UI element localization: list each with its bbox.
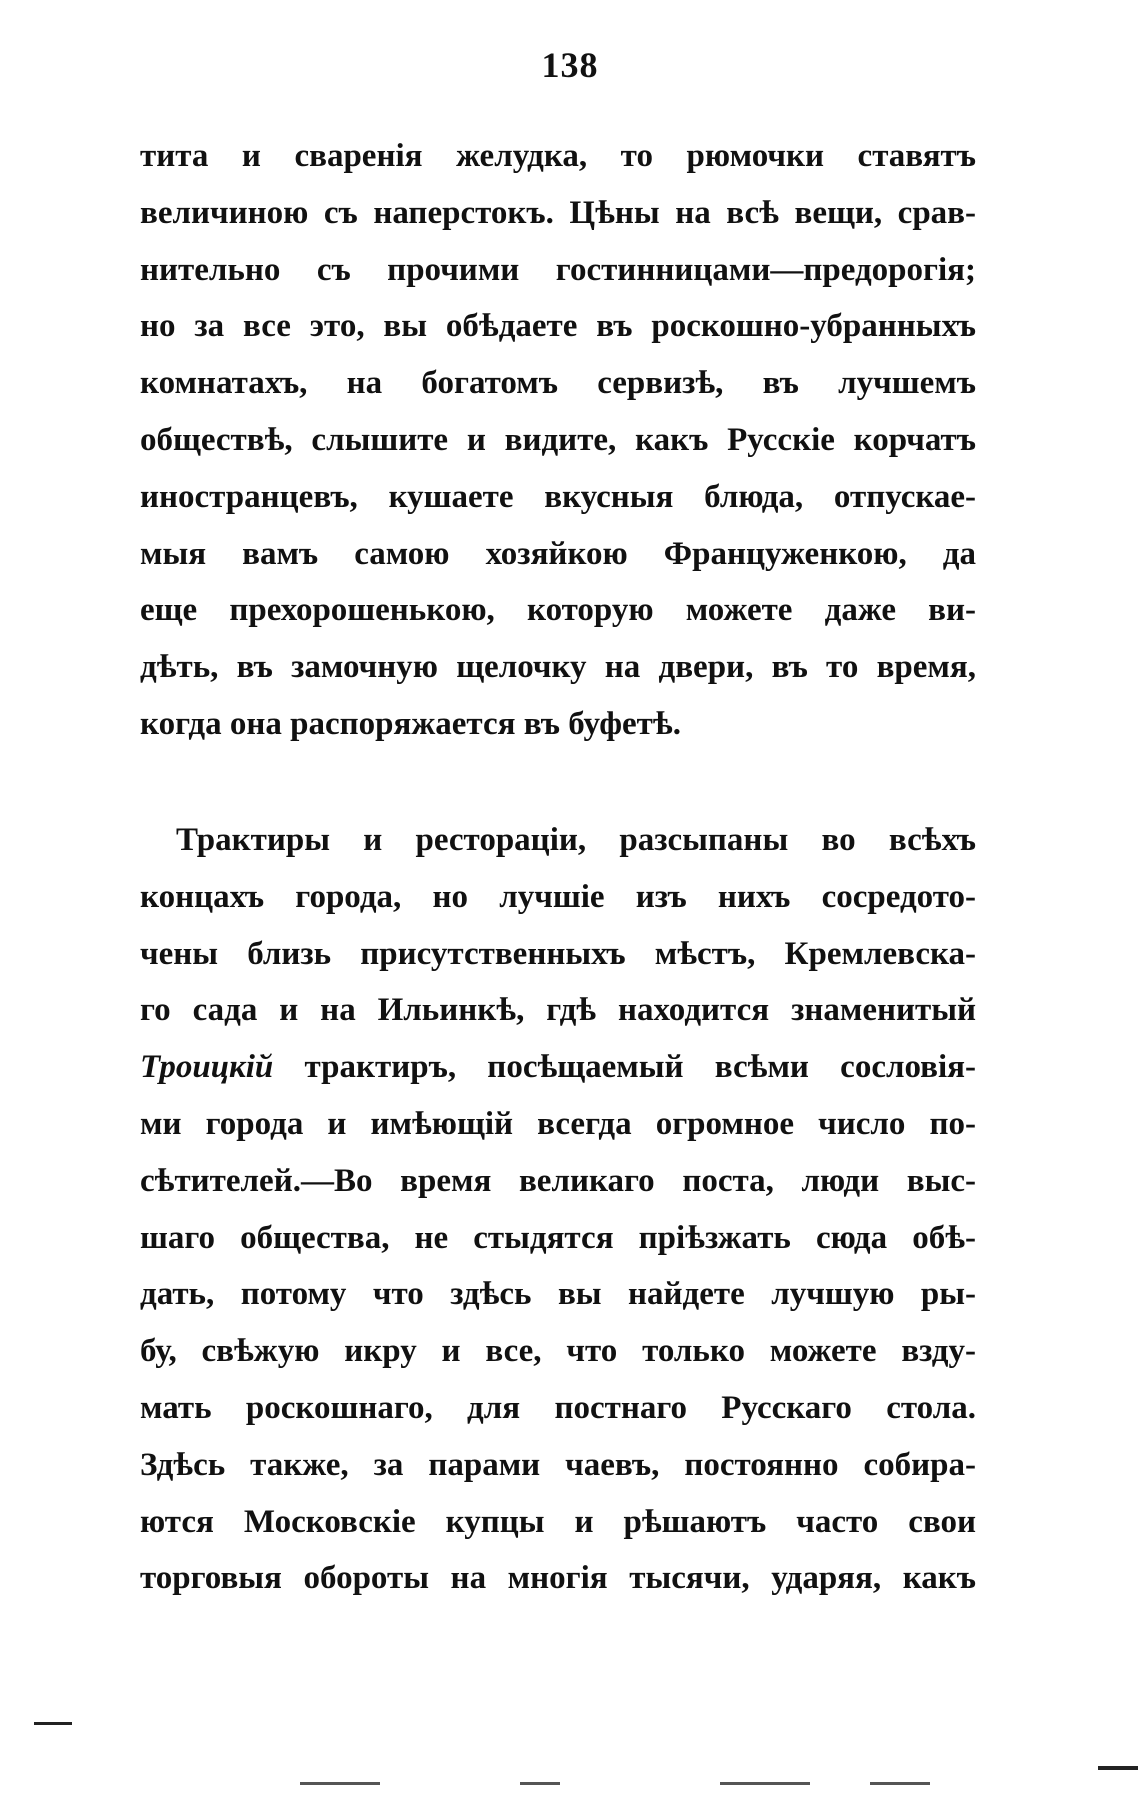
text-line: го сада и на Ильинкѣ, гдѣ находится знаменитый (140, 992, 976, 1029)
text-line: ми города и имѣющій всегда огромное число по- (140, 1105, 976, 1142)
text-line: шаго общества, не стыдятся пріѣзжать сюда обѣ- (140, 1219, 976, 1256)
paragraph-taverns (140, 812, 976, 1607)
text-line: тита и сваренія желудка, то рюмочки ставятъ (140, 138, 976, 174)
scan-edge-mark (34, 1722, 72, 1725)
paragraph-continued (140, 128, 976, 753)
italic-name: Троицкій (140, 1049, 274, 1086)
scan-bleed-mark (720, 1782, 810, 1785)
text-line: Здѣсь также, за парами чаевъ, постоянно собира- (140, 1446, 976, 1483)
scan-bleed-mark (870, 1782, 930, 1785)
text-line: концахъ города, но лучшіе изъ нихъ сосредото- (140, 878, 976, 915)
page-number: 138 (541, 45, 599, 85)
text-line: бу, свѣжую икру и все, что только можете взду- (140, 1333, 976, 1370)
text-line: мыя вамъ самою хозяйкою Француженкою, да (140, 535, 976, 572)
text-line: но за все это, вы обѣдаете въ роскошно-убранныхъ (140, 308, 976, 345)
text-line: дать, потому что здѣсь вы найдете лучшую ры- (140, 1276, 976, 1313)
text-line: нительно съ прочими гостинницами—предорогія; (140, 251, 976, 288)
text-line: чены близь присутственныхъ мѣстъ, Кремлевска- (140, 935, 976, 972)
text-line: величиною съ наперстокъ. Цѣны на всѣ вещи, срав- (140, 194, 976, 231)
text-line-with-italic (140, 1039, 976, 1096)
text-line: ются Московскіе купцы и рѣшаютъ часто свои (140, 1503, 976, 1540)
text-line: торговыя обороты на многія тысячи, ударяя, какъ (140, 1560, 976, 1597)
text-line: дѣть, въ замочную щелочку на двери, въ то время, (140, 649, 976, 686)
text-line: когда она распоряжается въ буфетѣ. (140, 705, 681, 742)
text-line: мать роскошнаго, для постнаго Русскаго стола. (140, 1389, 976, 1426)
text-line: Трактиры и рестораціи, разсыпаны во всѣхъ (176, 822, 976, 858)
scan-edge-mark (1098, 1766, 1138, 1770)
text-line: иностранцевъ, кушаете вкусныя блюда, отпускае- (140, 478, 976, 515)
text-span: трактиръ, посѣщаемый всѣми сословія- (273, 1049, 976, 1086)
scan-bleed-mark (520, 1782, 560, 1785)
text-line: сѣтителей.—Во время великаго поста, люди выс- (140, 1162, 976, 1199)
text-line: еще прехорошенькою, которую можете даже ви- (140, 592, 976, 629)
text-line: обществѣ, слышите и видите, какъ Русскіе корчатъ (140, 421, 976, 458)
text-line: комнатахъ, на богатомъ сервизѣ, въ лучшемъ (140, 365, 976, 402)
scan-bleed-mark (300, 1782, 380, 1785)
